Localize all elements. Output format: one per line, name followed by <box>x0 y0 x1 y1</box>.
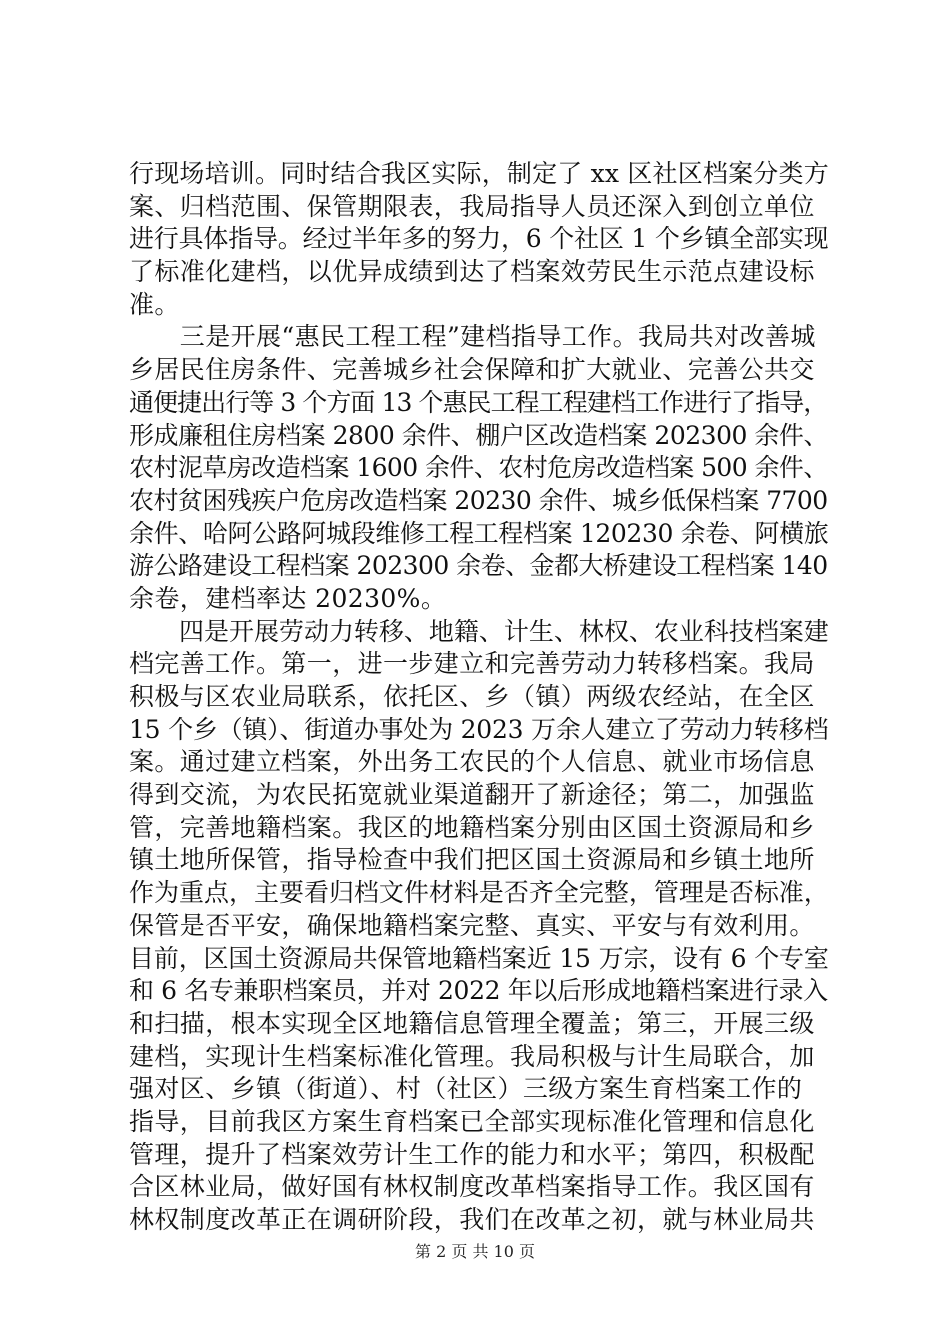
text-line: 游公路建设工程档案 202300 余卷、金都大桥建设工程档案 140 <box>129 551 828 581</box>
text-line: 建档，实现计生档案标准化管理。我局积极与计生局联合，加 <box>129 1041 815 1071</box>
text-line: 和 6 名专兼职档案员，并对 2022 年以后形成地籍档案进行录入 <box>129 976 828 1006</box>
text-line: 镇土地所保管，指导检查中我们把区国土资源局和乡镇土地所 <box>129 845 815 875</box>
text-line: 进行具体指导。经过半年多的努力，6 个社区 1 个乡镇全部实现 <box>129 224 829 254</box>
text-line: 积极与区农业局联系，依托区、乡（镇）两级农经站，在全区 <box>129 682 815 711</box>
text-line: 通便捷出行等 3 个方面 13 个惠民工程工程建档工作进行了指导， <box>129 387 828 417</box>
document-body <box>129 158 829 1237</box>
text-line: 余件、哈阿公路阿城段维修工程工程档案 120230 余卷、阿横旅 <box>129 518 829 548</box>
text-line: 林权制度改革正在调研阶段，我们在改革之初，就与林业局共 <box>129 1205 815 1234</box>
text-line: 准。 <box>129 289 180 319</box>
text-line: 三是开展“惠民工程工程”建档指导工作。我局共对改善城 <box>129 322 816 352</box>
text-line: 和扫描，根本实现全区地籍信息管理全覆盖；第三，开展三级 <box>129 1008 815 1038</box>
page-number: 第 2 页 共 10 页 <box>415 1242 535 1261</box>
text-line: 指导，目前我区方案生育档案已全部实现标准化管理和信息化 <box>129 1106 815 1136</box>
text-line: 管理，提升了档案效劳计生工作的能力和水平；第四，积极配 <box>129 1139 815 1169</box>
text-line: 保管是否平安，确保地籍档案完整、真实、平安与有效利用。 <box>129 910 815 940</box>
text-line: 强对区、乡镇（街道）、村（社区）三级方案生育档案工作的 <box>129 1074 803 1104</box>
text-line: 农村贫困残疾户危房改造档案 20230 余件、城乡低保档案 7700 <box>129 485 828 515</box>
text-line: 15 个乡（镇）、街道办事处为 2023 万余人建立了劳动力转移档 <box>129 714 829 744</box>
text-line: 行现场培训。同时结合我区实际，制定了 xx 区社区档案分类方 <box>129 159 829 188</box>
text-line: 了标准化建档，以优异成绩到达了档案效劳民生示范点建设标 <box>129 257 815 287</box>
text-line: 余卷，建档率达 20230%。 <box>129 583 447 613</box>
page-footer <box>0 1241 950 1263</box>
text-line: 目前，区国土资源局共保管地籍档案近 15 万宗，设有 6 个专室 <box>129 943 829 973</box>
text-line: 案。通过建立档案，外出务工农民的个人信息、就业市场信息 <box>129 747 815 777</box>
text-line: 档完善工作。第一，进一步建立和完善劳动力转移档案。我局 <box>129 649 815 679</box>
text-line: 管，完善地籍档案。我区的地籍档案分别由区国土资源局和乡 <box>129 812 815 842</box>
text-line: 乡居民住房条件、完善城乡社会保障和扩大就业、完善公共交 <box>129 355 815 385</box>
text-line: 得到交流，为农民拓宽就业渠道翻开了新途径；第二，加强监 <box>129 780 815 810</box>
text-line: 四是开展劳动力转移、地籍、计生、林权、农业科技档案建 <box>129 616 829 646</box>
text-line: 作为重点，主要看归档文件材料是否齐全完整，管理是否标准， <box>129 878 829 908</box>
text-line: 形成廉租住房档案 2800 余件、棚户区改造档案 202300 余件、 <box>129 420 828 450</box>
text-line: 案、归档范围、保管期限表，我局指导人员还深入到创立单位 <box>129 191 815 221</box>
text-line: 合区林业局，做好国有林权制度改革档案指导工作。我区国有 <box>129 1172 815 1202</box>
text-line: 农村泥草房改造档案 1600 余件、农村危房改造档案 500 余件、 <box>129 453 828 483</box>
